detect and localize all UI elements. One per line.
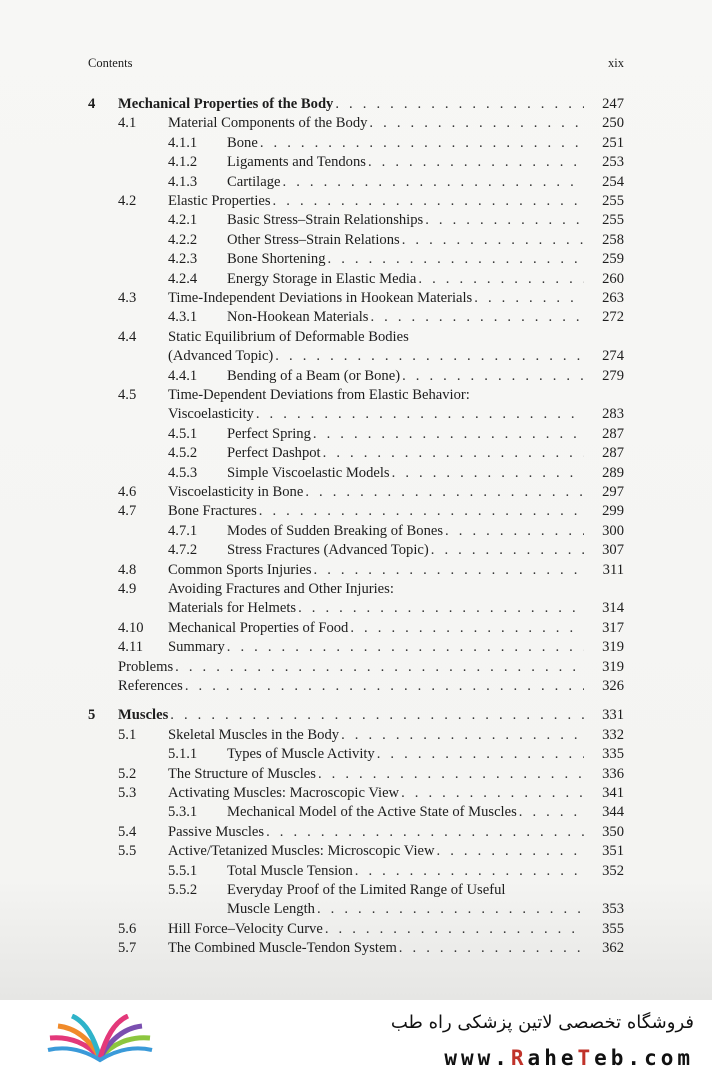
toc-entry-title: Mechanical Properties of Food [168,619,349,636]
toc-entry-number: 5.1 [118,726,137,743]
toc-entry-number: 4.8 [118,561,137,578]
toc-entry-page: 326 [602,678,624,694]
toc-entry [0,483,712,502]
toc-entry-title: Energy Storage in Elastic Media [227,270,417,287]
toc-entry-number: 4.2 [118,193,137,209]
toc-entry-page: 335 [602,746,624,763]
toc-entry-title: Time-Dependent Deviations from Elastic Behavior: [168,387,470,403]
toc-entry-title: Material Components of the Body [168,115,368,132]
toc-entry-number: 4.7.1 [168,522,198,539]
toc-entry-page: 319 [602,639,624,656]
dot-leader [266,823,584,842]
toc-entry-number: 4.2.2 [168,231,198,248]
dot-leader [350,619,584,638]
toc-entry-number: 5.3.1 [168,804,198,821]
dot-leader [325,920,584,939]
toc-entry-title: Bone Fractures [168,503,257,520]
toc-entry-page: 299 [602,503,624,520]
toc-entry [0,842,712,861]
toc-entry-page: 351 [602,843,624,860]
toc-entry-page: 260 [602,270,624,287]
toc-entry-title: Bending of a Beam (or Bone) [227,367,401,384]
toc-entry-page: 297 [602,484,624,500]
toc-entry-number: 4.7 [118,503,137,520]
toc-entry-title: Perfect Dashpot [227,445,321,462]
toc-entry [0,599,712,618]
toc-entry-number: 4.5.1 [168,425,198,442]
toc-entry-page: 362 [602,940,624,957]
dot-leader [341,726,584,745]
running-head-page-number: xix [608,56,624,70]
toc-entry-number: 5.6 [118,920,137,937]
dot-leader [402,231,584,250]
toc-entry-number: 5.5.1 [168,862,198,879]
toc-entry-page: 317 [602,619,624,636]
toc-entry [0,347,712,366]
toc-entry-number: 4.5.3 [168,464,198,481]
dot-leader [437,842,584,861]
toc-entry-number: 4.1 [118,115,137,132]
toc-entry-title: Modes of Sudden Breaking of Bones [227,522,444,539]
toc-entry [0,134,712,153]
toc-entry-title: Muscle Length [227,901,315,918]
dot-leader [227,638,584,657]
dot-leader [259,502,584,521]
toc-entry-title: Ligaments and Tendons [227,154,366,171]
toc-entry-number: 5.1.1 [168,746,198,763]
toc-entry-number: 4.3 [118,290,137,306]
dot-leader [318,765,584,784]
toc-entry [0,862,712,881]
toc-entry-number: 4.1.1 [168,134,198,151]
running-head-title: Contents [88,56,133,70]
toc-entry-page: 344 [602,804,624,821]
toc-entry-page: 279 [602,367,624,384]
toc-entry-title: Perfect Spring [227,425,311,442]
toc-entry-number: 5.4 [118,823,137,840]
dot-leader [273,192,584,211]
toc-entry-title: Cartilage [227,173,281,190]
toc-entry [0,900,712,919]
toc-entry-title: Muscles [118,707,169,724]
toc-entry-page: 319 [602,658,624,675]
toc-entry-title: Bone Shortening [227,251,326,268]
toc-entry-page: 272 [602,309,624,326]
toc-entry [0,367,712,386]
toc-entry [0,444,712,463]
toc-entry-title: Hill Force–Velocity Curve [168,920,323,937]
dot-leader [328,250,584,269]
toc-entry-page: 254 [602,173,624,190]
toc-entry [0,231,712,250]
toc-entry-page: 250 [602,115,624,132]
toc-entry-page: 350 [602,823,624,840]
toc-chapter-entry [0,95,712,114]
toc-entry-page: 247 [602,96,624,112]
toc-entry [0,153,712,172]
toc-entry [0,765,712,784]
toc-entry [0,726,712,745]
watermark-footer [0,1000,712,1079]
toc-entry-page: 341 [602,785,624,801]
toc-entry [0,211,712,230]
toc-entry [0,619,712,638]
dot-leader [275,347,584,366]
toc-entry-page: 289 [602,464,624,481]
toc-entry-number: 4.11 [118,639,143,656]
dot-leader [317,900,584,919]
toc-entry-number: 4.2.1 [168,212,198,229]
toc-entry-title: Problems [118,658,174,675]
dot-leader [256,405,584,424]
toc-entry-title: Elastic Properties [168,193,271,209]
toc-entry-page: 300 [602,522,624,539]
dot-leader [377,745,584,764]
toc-entry-title: Skeletal Muscles in the Body [168,726,340,743]
toc-entry-page: 332 [602,726,624,743]
toc-entry-page: 251 [602,134,624,151]
toc-entry [0,677,712,696]
toc-entry-page: 253 [602,154,624,171]
toc-entry [0,328,712,347]
toc-entry-title: Types of Muscle Activity [227,746,375,763]
toc-entry-title: Avoiding Fractures and Other Injuries: [168,581,394,597]
toc-entry-number: 5 [88,707,96,724]
toc-entry [0,502,712,521]
open-book-logo-icon [40,1014,160,1066]
dot-leader [402,367,584,386]
toc-entry-number: 5.5 [118,843,137,860]
toc-entry [0,464,712,483]
dot-leader [519,803,584,822]
toc-entry [0,920,712,939]
toc-entry-title: Other Stress–Strain Relations [227,231,400,248]
dot-leader [368,153,584,172]
dot-leader [369,114,584,133]
toc-entry-page: 259 [602,251,624,268]
toc-entry-page: 287 [602,445,624,462]
dot-leader [401,784,584,803]
toc-entry-title: Mechanical Model of the Active State of Muscles [227,804,517,821]
toc-entry [0,638,712,657]
dot-leader [170,706,584,725]
dot-leader [283,173,585,192]
toc-entry-number: 4.3.1 [168,309,198,326]
toc-entry-page: 255 [602,193,624,209]
toc-entry-title: Materials for Helmets [168,600,297,617]
toc-entry [0,192,712,211]
toc-entry [0,522,712,541]
toc-entry-page: 352 [602,862,624,879]
dot-leader [298,599,584,618]
toc-entry [0,658,712,677]
toc-entry-number: 4.5 [118,387,137,403]
toc-entry-number: 4.7.2 [168,542,198,559]
toc-entry-number: 4.2.3 [168,251,198,268]
dot-leader [323,444,584,463]
running-head [88,56,624,71]
toc-entry-title: Activating Muscles: Macroscopic View [168,785,400,801]
dot-leader [185,677,584,696]
toc-entry-number: 4.10 [118,619,144,636]
toc-entry [0,803,712,822]
shop-name: فروشگاه تخصصی لاتین پزشکی راه طب [390,1012,694,1033]
toc-entry-title: Stress Fractures (Advanced Topic) [227,542,429,559]
toc-entry-title: Mechanical Properties of the Body [118,96,334,112]
toc-entry-title: The Combined Muscle-Tendon System [168,940,397,957]
toc-entry [0,173,712,192]
toc-entry-title: Everyday Proof of the Limited Range of Useful [227,882,506,898]
toc-entry-number: 5.5.2 [168,882,198,898]
dot-leader [425,211,584,230]
toc-entry-page: 255 [602,212,624,229]
toc-entry [0,580,712,599]
toc-entry-title: Viscoelasticity [168,406,254,423]
toc-entry-title: Total Muscle Tension [227,862,353,879]
toc-chapter-entry [0,706,712,725]
toc-entry-page: 283 [602,406,624,423]
toc-entry-page: 336 [602,765,624,782]
dot-leader [175,658,584,677]
toc-entry-number: 4.1.3 [168,173,198,190]
toc-entry-page: 258 [602,231,624,248]
toc-entry-page: 287 [602,425,624,442]
dot-leader [418,270,584,289]
toc-entry-title: References [118,678,183,694]
toc-entry-title: Common Sports Injuries [168,561,312,578]
toc-entry-number: 5.2 [118,765,137,782]
toc-entry-title: Non-Hookean Materials [227,309,369,326]
toc-entry [0,425,712,444]
toc-entry-page: 307 [602,542,624,559]
toc-entry-page: 263 [602,290,624,306]
toc-entry-number: 4.2.4 [168,270,198,287]
toc-entry [0,289,712,308]
toc-entry-title: Simple Viscoelastic Models [227,464,390,481]
toc-entry [0,939,712,958]
toc-entry-number: 4.5.2 [168,445,198,462]
toc-entry-number: 4 [88,96,96,112]
toc-entry-title: Static Equilibrium of Deformable Bodies [168,328,409,345]
toc-entry [0,386,712,405]
dot-leader [399,939,584,958]
toc-entry-page: 274 [602,348,624,365]
toc-entry-title: Bone [227,134,258,151]
shop-url: www.RaheTeb.com [444,1046,694,1070]
toc-entry-number: 4.1.2 [168,154,198,171]
toc-entry-title: The Structure of Muscles [168,765,316,782]
dot-leader [431,541,584,560]
dot-leader [335,95,584,114]
toc-entry [0,308,712,327]
toc-entry-page: 314 [602,600,624,617]
toc-entry [0,561,712,580]
toc-entry-number: 5.3 [118,785,137,801]
toc-entry-number: 4.4 [118,328,137,345]
toc-entry [0,784,712,803]
dot-leader [474,289,584,308]
toc-entry-title: Summary [168,639,225,656]
dot-leader [392,464,584,483]
toc-entry [0,114,712,133]
toc-entry-page: 353 [602,901,624,918]
dot-leader [445,522,584,541]
dot-leader [370,308,584,327]
toc-entry-title: (Advanced Topic) [168,348,274,365]
toc-entry-title: Time-Independent Deviations in Hookean Materials [168,290,473,306]
toc-entry [0,745,712,764]
dot-leader [314,561,584,580]
toc-entry-number: 5.7 [118,940,137,957]
toc-entry-page: 331 [602,707,624,724]
toc-entry [0,270,712,289]
dot-leader [355,862,584,881]
toc-entry [0,881,712,900]
toc-entry-number: 4.9 [118,581,137,597]
toc-entry-title: Active/Tetanized Muscles: Microscopic View [168,843,435,860]
dot-leader [305,483,584,502]
dot-leader [260,134,584,153]
toc-entry-title: Basic Stress–Strain Relationships [227,212,424,229]
toc-entry-number: 4.6 [118,484,137,500]
toc-entry-number: 4.4.1 [168,367,198,384]
toc-entry-page: 355 [602,920,624,937]
toc-entry [0,823,712,842]
toc-entry [0,250,712,269]
toc-entry-title: Passive Muscles [168,823,265,840]
toc-entry [0,405,712,424]
dot-leader [313,425,584,444]
toc-entry-title: Viscoelasticity in Bone [168,484,304,500]
toc-entry [0,541,712,560]
toc-entry-page: 311 [602,561,624,578]
